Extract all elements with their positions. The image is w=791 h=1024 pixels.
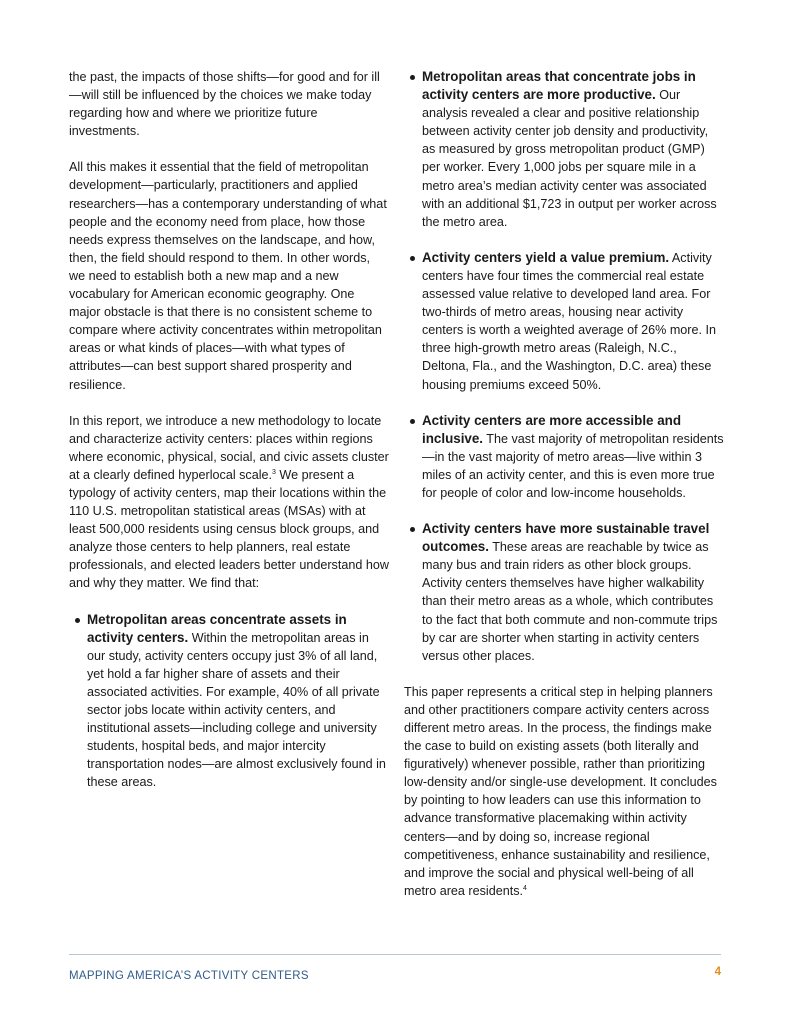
finding-item	[404, 68, 724, 231]
methodology-text-cont: We present a typology of activity centers, map their locations within the 110 U.S. metropolitan statistical areas (MSAs) with at least 500,000 residents using census block groups, and analyze those centers to help planners, real estate professionals, and elected leaders better understand how and why they matter. We find that:	[69, 467, 389, 591]
findings-list-right	[404, 68, 724, 665]
finding-text: These areas are reachable by twice as many bus and train riders as other block groups. Activity centers themselves have higher walkability than their metro areas as a whole, which contributes to the fact that both commute and non-commute trips by car are shorter when starting in activity centers versus other places.	[422, 540, 718, 663]
footnote-ref-3: 3	[272, 468, 276, 476]
right-column	[404, 68, 724, 918]
footer-divider	[69, 954, 721, 955]
conclusion-text: This paper represents a critical step in helping planners and other practitioners compare activity centers across different metro areas. In the process, the findings make the case to build on existing assets (both literally and figuratively) whenever possible, rather than prioritizing low-density and/or single-use development. It concludes by pointing to how leaders can use this information to advance transformative placemaking within activity centers—and by doing so, increase regional competitiveness, enhance sustainability and resilience, and improve the social and physical well-being of all metro area residents.	[404, 684, 717, 898]
finding-item	[69, 611, 389, 792]
footer-report-title: MAPPING AMERICA’S ACTIVITY CENTERS	[69, 970, 309, 982]
finding-item	[404, 412, 724, 502]
finding-lead: Activity centers are more accessible and inclusive.	[422, 412, 682, 446]
paragraph-continuation: the past, the impacts of those shifts—for good and for ill—will still be influenced by the choices we make today regarding how and where we prioritize future investments.	[69, 70, 380, 139]
finding-text: Our analysis revealed a clear and positive relationship between activity center job density and productivity, as measured by gross metropolitan product (GMP) per worker. Every 1,000 jobs per square mile in a metro area’s median activity center was associated with an additional $1,723 in output per worker across the metro area.	[422, 88, 717, 229]
finding-lead: Activity centers have more sustainable travel outcomes.	[422, 521, 710, 555]
page-number: 4	[714, 966, 721, 978]
finding-lead: Metropolitan areas concentrate assets in activity centers.	[87, 611, 347, 645]
paragraph-methodology	[69, 412, 389, 593]
paragraph-essential: All this makes it essential that the field of metropolitan development—particularly, practitioners and applied researchers—has a contemporary understanding of what people and the economy need from place, how those needs express themselves on the landscape, and how, then, the field should respond to them. In other words, we need to establish both a new map and a new vocabulary for American economic geography. One major obstacle is that there is no consistent scheme to compare where activity concentrates within metropolitan areas or what kinds of places—with what types of attributes—can best support shared prosperity and resilience.	[69, 160, 387, 392]
footnote-ref-4: 4	[523, 884, 527, 892]
finding-item	[404, 249, 724, 394]
methodology-text: In this report, we introduce a new methodology to locate and characterize activity centers: places within regions where economic, physical, social, and civic assets cluster at a clearly defined hyperlocal scale.	[69, 413, 389, 482]
finding-text: Within the metropolitan areas in our study, activity centers occupy just 3% of all land, yet hold a far higher share of assets and their associated activities. For example, 40% of all private sector jobs locate within activity centers, and institutional assets—including college and university students, hospital beds, and major intercity transportation nodes—are almost exclusively found in these areas.	[87, 630, 386, 790]
finding-text: The vast majority of metropolitan residents—in the vast majority of metro areas—live within 3 miles of an activity center, and this is even more true for people of color and low-income households.	[422, 431, 724, 500]
paragraph-conclusion	[404, 683, 724, 900]
finding-lead: Metropolitan areas that concentrate jobs in activity centers are more productive.	[422, 69, 696, 103]
findings-list-left	[69, 611, 389, 792]
left-column	[69, 68, 389, 809]
finding-item	[404, 520, 724, 665]
finding-lead: Activity centers yield a value premium.	[422, 249, 670, 265]
finding-text: Activity centers have four times the commercial real estate assessed value relative to developed land area. For two-thirds of metro areas, housing near activity centers is worth a weighted average of 26% more. In three high-growth metro areas (Raleigh, N.C., Deltona, Fla., and the Washington, D.C. area) these housing premiums exceed 50%.	[422, 250, 717, 392]
